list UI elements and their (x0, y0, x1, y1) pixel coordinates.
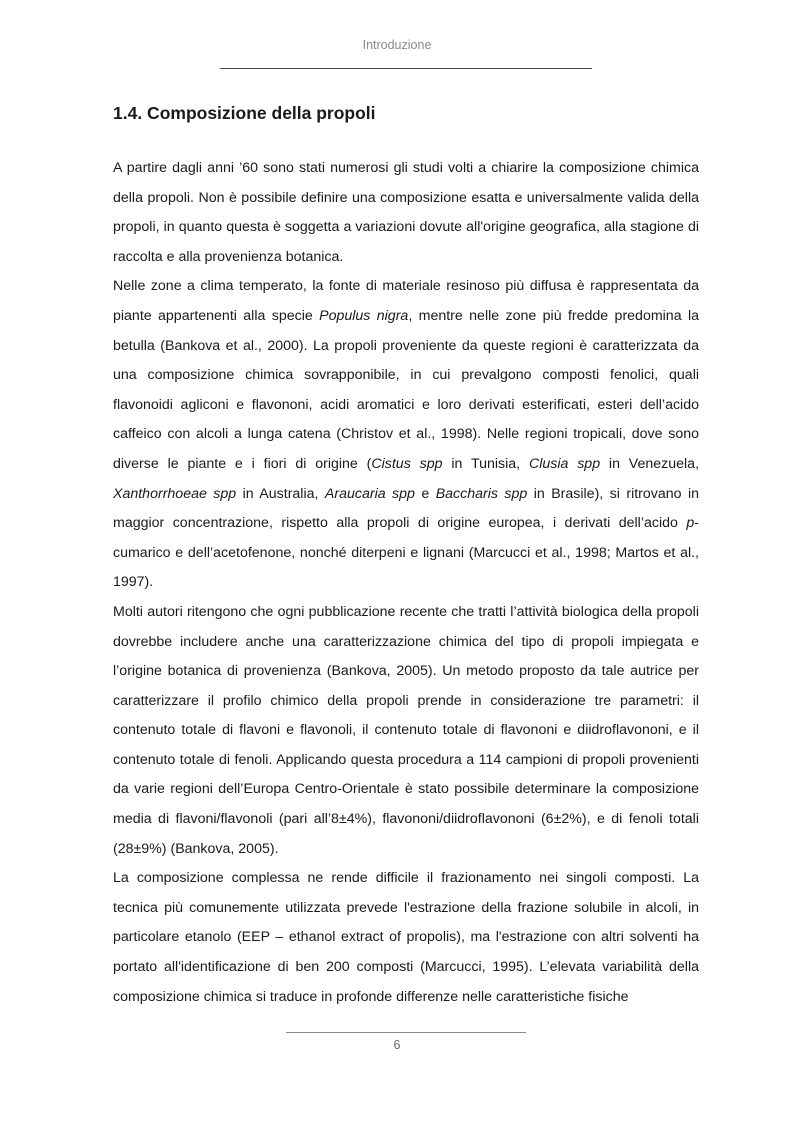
paragraph (113, 598, 699, 864)
paragraph (113, 272, 699, 598)
header-rule (220, 68, 592, 69)
text-run: La composizione complessa ne rende difficile il frazionamento nei singoli composti. La tecnica più comunemente utilizzata prevede l'estrazione della frazione solubile in alcoli, in particolare etanolo (EEP – ethanol extract of propolis), ma l'estrazione con altri solventi ha portato all'identificazione di ben 200 composti (Marcucci, 1995). L’elevata variabilità della composizione chimica si traduce in profonde differenze nelle caratteristiche fisiche (113, 870, 699, 1005)
text-run: Nelle zone a clima temperato, la fonte di materiale resinoso più diffusa è rappresentata da piante appartenenti alla specie (113, 278, 699, 324)
text-run: in Venezuela, (600, 455, 700, 472)
italic-term: Baccharis spp (435, 485, 528, 502)
text-run: in Australia, (236, 485, 325, 502)
text-run: in Brasile), si ritrovano in maggior concentrazione, rispetto alla propoli di origine europea, i derivati dell’acido (113, 485, 700, 532)
italic-term: Cistus spp (371, 455, 443, 472)
text-run: , mentre nelle zone più fredde predomina la betulla (Bankova et al., 2000). La propoli proveniente da queste regioni è caratterizzata da una composizione chimica sovrapponibile, in cui prevalgono composti fenolici, quali flavonoidi agliconi e flavononi, acidi aromatici e loro derivati esterificati, esteri dell’acido caffeico con alcoli a lunga catena (Christov et al., 1998). Nelle regioni tropicali, dove sono diverse le piante e i fiori di origine ( (113, 307, 700, 472)
paragraph (113, 864, 699, 1012)
italic-term: Araucaria spp (324, 485, 415, 502)
text-run: in Tunisia, (442, 455, 529, 472)
italic-term: Clusia spp (528, 455, 601, 472)
footer-rule (286, 1032, 526, 1033)
section-title: 1.4. Composizione della propoli (113, 103, 376, 123)
body-text (113, 154, 699, 1012)
italic-term: Populus nigra (319, 307, 409, 324)
italic-term: p (686, 515, 695, 532)
running-header: Introduzione (362, 38, 432, 52)
text-run: e (414, 485, 436, 502)
text-run: -cumarico e dell’acetofenone, nonché diterpeni e lignani (Marcucci et al., 1998; Martos et al., 1997). (113, 515, 699, 591)
text-run: A partire dagli anni ’60 sono stati numerosi gli studi volti a chiarire la composizione chimica della propoli. Non è possibile definire una composizione esatta e universalmente valida della propoli, in quanto questa è soggetta a variazioni dovute all'origine geografica, alla stagione di raccolta e alla provenienza botanica. (113, 160, 699, 265)
italic-term: Xanthorrhoeae spp (113, 485, 237, 502)
text-run: Molti autori ritengono che ogni pubblicazione recente che tratti l’attività biologica della propoli dovrebbe includere anche una caratterizzazione chimica del tipo di propoli impiegata e l’origine botanica di provenienza (Bankova, 2005). Un metodo proposto da tale autrice per caratterizzare il profilo chimico della propoli prende in considerazione tre parametri: il contenuto totale di flavoni e flavonoli, il contenuto totale di flavononi e diidroflavononi, e il contenuto totale di fenoli. Applicando questa procedura a 114 campioni di propoli provenienti da varie regioni dell’Europa Centro-Orientale è stato possibile determinare la composizione media di flavoni/flavonoli (pari all’8±4%), flavononi/diidroflavononi (6±2%), e di fenoli totali (28±9%) (Bankova, 2005). (113, 603, 699, 857)
page-number: 6 (393, 1038, 401, 1052)
paragraph (113, 154, 699, 272)
